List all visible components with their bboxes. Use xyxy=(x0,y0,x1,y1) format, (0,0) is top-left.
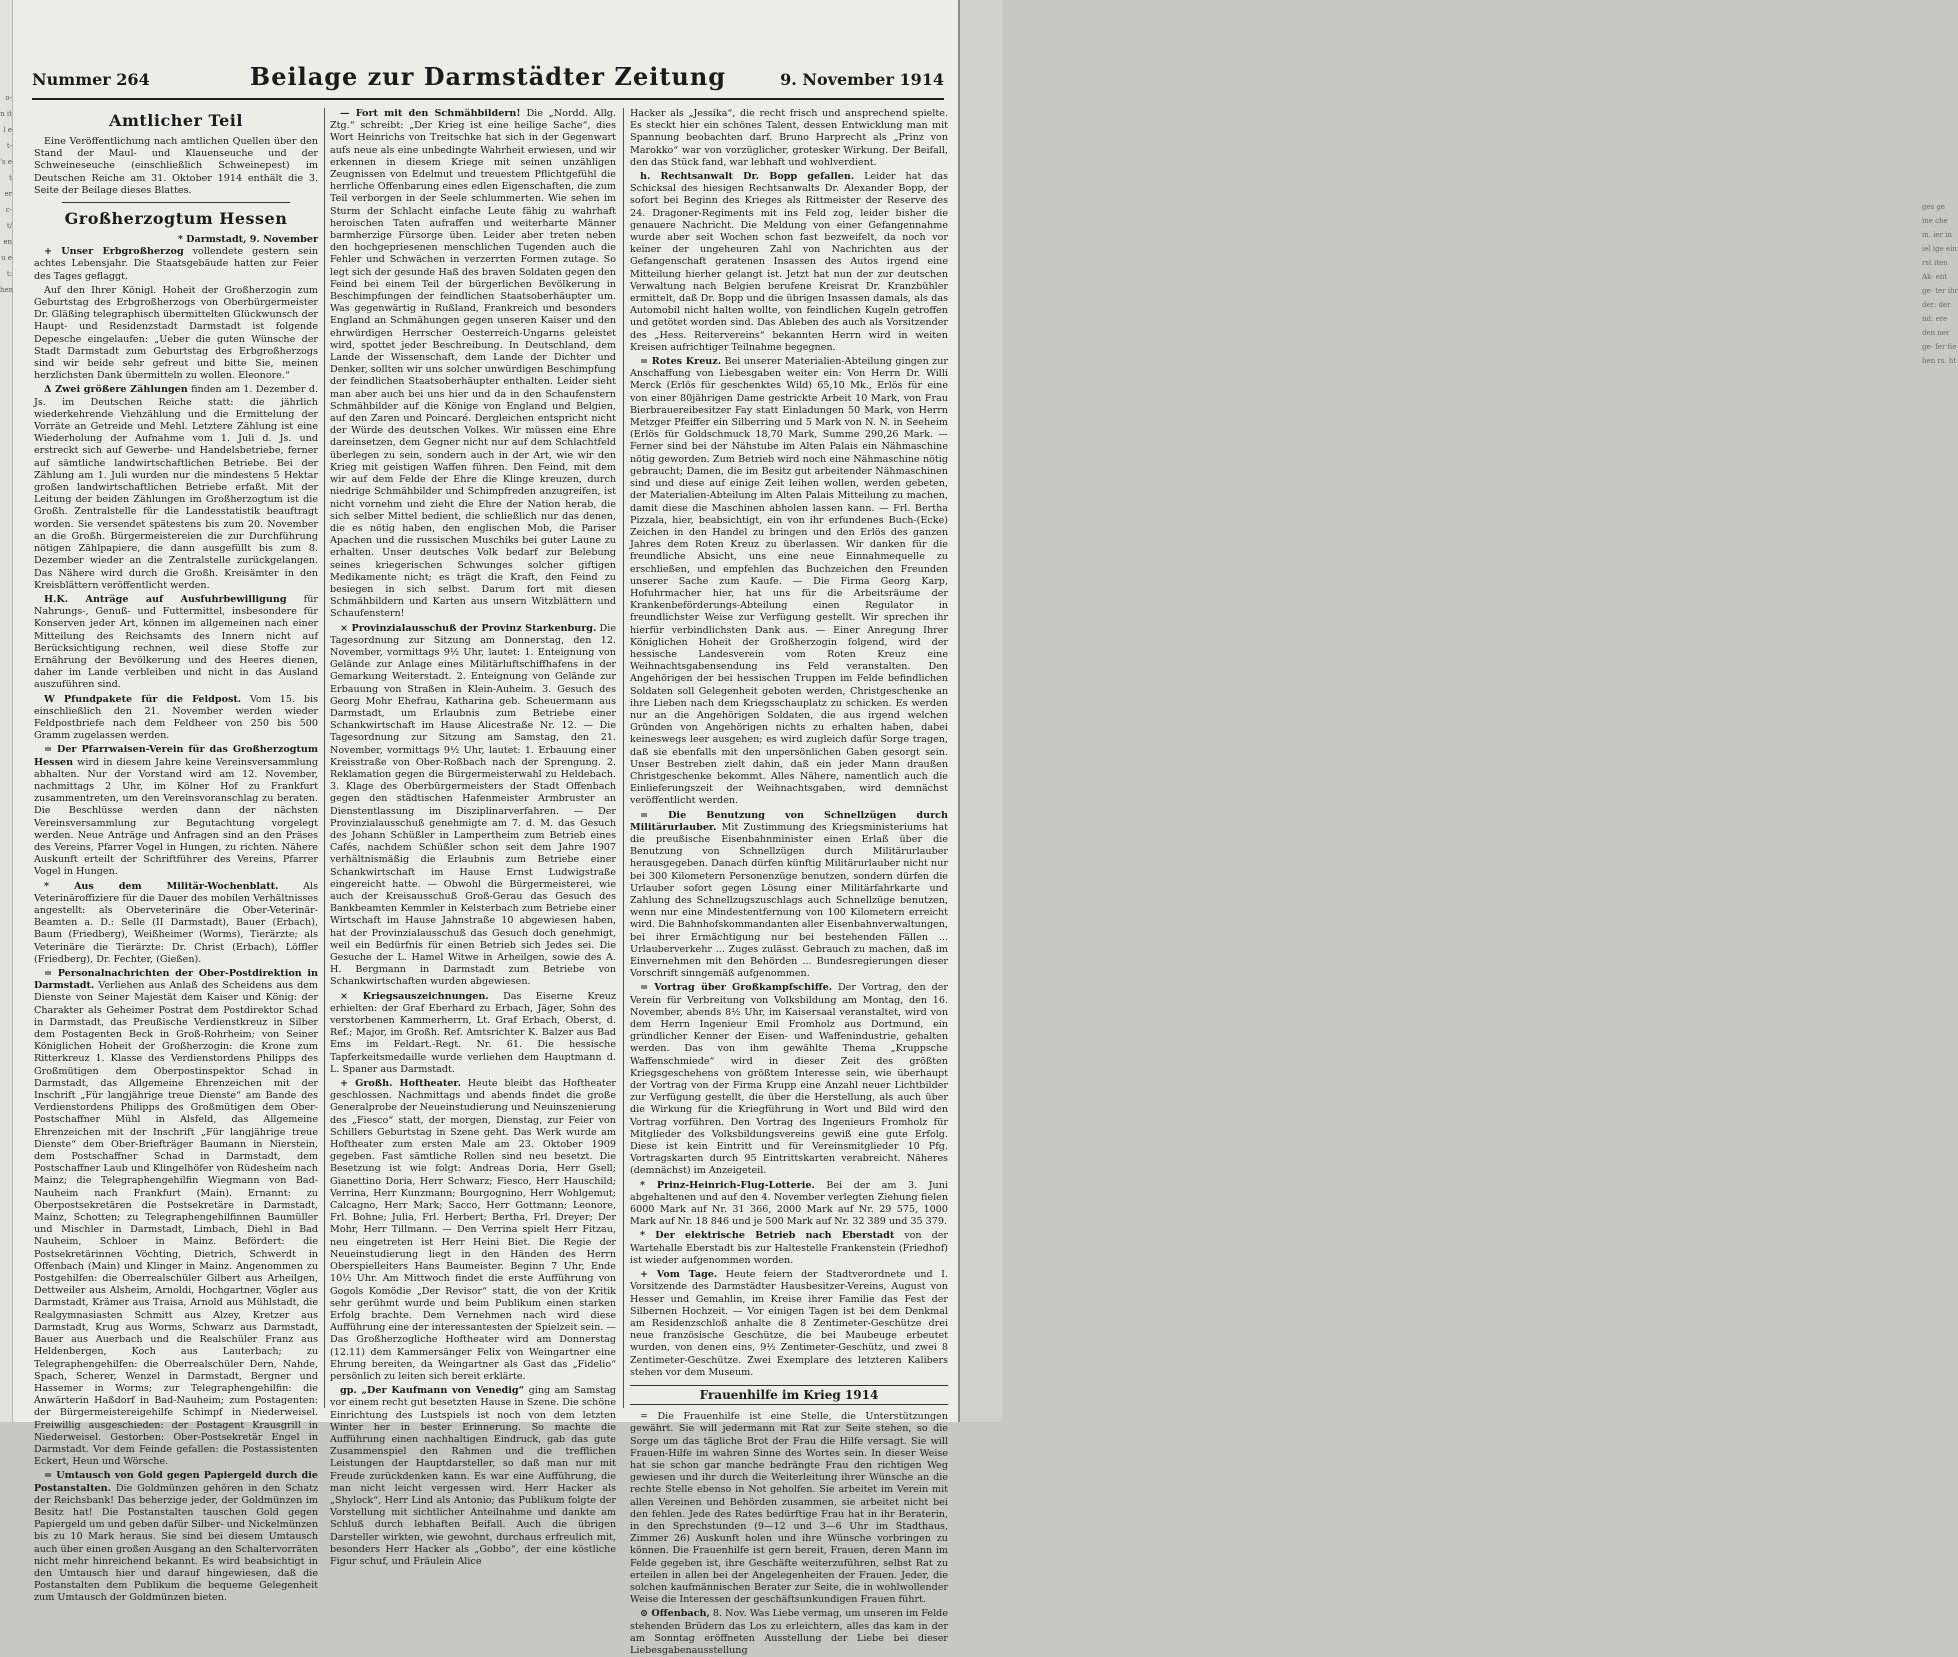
article-lead: + Großh. Hoftheater. xyxy=(340,1078,461,1090)
article-lead: — Fort mit den Schmähbildern! xyxy=(340,108,521,119)
article-lead: × Kriegsauszeichnungen. xyxy=(340,990,489,1002)
article-schmaehbilder xyxy=(330,108,616,621)
article-body: Das Eiserne Kreuz erhielten: der Graf Eberhard zu Erbach, Jäger, Sohn des verstorbenen Kammerherrn, Lt. Graf Erbach, Oberst, d. Ref.; Major, im Großh. Ref. Amtsrichter K. Balzer aus Bad Ems im Feldart.-Regt. Nr. 61. Die hessische Tapferkeitsmedaille wurde verliehen dem Hauptmann d. L. Spaner aus Darmstadt. xyxy=(330,990,616,1075)
article-offenbach xyxy=(630,1608,948,1657)
issue-date: 9. November 1914 xyxy=(780,70,944,89)
article-personal xyxy=(34,968,318,1468)
article-body: Heute bleibt das Hoftheater geschlossen. Nachmittags und abends findet die große Generalprobe der Neueinstudierung und Neuinszenierung des „Fiesco“ statt, der morgen, Dienstag, zur Feier von Schillers Geburtstag in Szene geht. Das Werk wurde am Hoftheater zum ersten Male am 23. Oktober 1909 gegeben. Fast sämtliche Rollen sind neu besetzt. Die Besetzung ist wie folgt: Andreas Doria, Herr Gsell; Gianettino Doria, Herr Schwarz; Fiesco, Herr Hauschild; Verrina, Herr Kunzmann; Bourgognino, Herr Wohlgemut; Calcagno, Herr Mark; Sacco, Herr Gottmann; Leonore, Frl. Bohne; Julia, Frl. Herbert; Bertha, Frl. Dreyer; Der Mohr, Herr Tillmann. — Den Verrina spielt Herr Fitzau, neu eingetreten ist Herr Heini Biet. Die Regie der Neueinstudierung liegt in den Händen des Herrn Oberspielleiters Hans Baumeister. Beginn 7 Uhr, Ende 10½ Uhr. Am Mittwoch findet die erste Aufführung von Gogols Komödie „Der Revisor“ statt, die von der Kritik sehr gerühmt wurde und beim Publikum einen starken Erfolg brachte. Dem Vernehmen nach wird diese Aufführung eine der interessantesten der Spielzeit sein. — Das Großherzogliche Hoftheater wird am Donnerstag (12.11) dem Kammersänger Felix von Weingartner eine Ehrung bereiten, da Weingartner als Gast das „Fidelio“ persönlich zu leiten sich bereit erklärte. xyxy=(330,1078,617,1382)
article-lead: = Umtausch von Gold gegen Papiergeld durch die Postanstalten. xyxy=(34,1470,318,1494)
right-page-edge xyxy=(958,0,1958,1422)
article-body: Leider hat das Schicksal des hiesigen Rechtsanwalts Dr. Alexander Bopp, der sofort bei Beginn des Krieges als Rittmeister der Reserve des 24. Dragoner-Regiments mit ins Feld zog, leider bisher die genauere Nachricht. Die Meldung von einer Gefangennahme wurde aber seit Wochen schon fast bezweifelt, da noch vor keiner der ungeheuren Zahl von Nachrichten aus der Gefangenschaft geratenen Insassen des Autos irgend eine Mitteilung hierher gelangt ist. Jetzt hat nun der zur deutschen Verwaltung nach Belgien berufene Kreisrat Dr. Kranzbühler ermittelt, daß Dr. Bopp und die übrigen Insassen damals, als das Automobil nicht halten wollte, von feindlichen Kugeln getroffen und getötet worden sind. Das Ableben des auch als Vorsitzender des „Hess. Reitervereins“ bekannten Herrn wird in weiten Kreisen aufrichtiger Teilnahme begegnen. xyxy=(630,171,948,353)
section-heading-frauenhilfe: Frauenhilfe im Krieg 1914 xyxy=(630,1385,948,1405)
section-heading-grossherzogtum: Großherzogtum Hessen xyxy=(64,209,288,229)
article-feldpost xyxy=(34,694,318,743)
article-lead: gp. „Der Kaufmann von Venedig“ xyxy=(340,1385,525,1397)
article-provinzialausschuss xyxy=(330,623,616,989)
article-body: Die Goldmünzen gehören in den Schatz der Reichsbank! Das beherzige jeder, der Goldmünzen im Besitz hat! Die Postanstalten tauschen Gold gegen Papiergeld um und geben dafür Silber- und Nickelmünzen bis zu 10 Mark heraus. Sie sind bei diesem Umtausch auch über einen großen Ausgang an den Schaltervorräten nicht mehr hinreichend bekannt. Es wird beabsichtigt in den Umtausch hier und darauf hingewiesen, daß die Postanstalten dem Publikum die bequeme Gelegenheit zum Umtausch der Goldmünzen bieten. xyxy=(34,1482,318,1604)
column-rule-1 xyxy=(324,108,325,1408)
article-lead: h. Rechtsanwalt Dr. Bopp gefallen. xyxy=(640,171,855,183)
section-heading-amtlicher-teil: Amtlicher Teil xyxy=(109,111,243,130)
article-zaehlungen xyxy=(34,384,318,591)
article-rotes-kreuz xyxy=(630,356,948,808)
article-vortrag xyxy=(630,982,948,1177)
article-body: ging am Samstag vor einem recht gut besetzten Hause in Szene. Die schöne Einrichtung des Lustspiels ist noch von dem letzten Winter her in bester Erinnerung. So machte die Aufführung einen nachhaltigen Eindruck, gab das gute Zusammenspiel den Rahmen und die trefflichen Leistungen der Hauptdarsteller, so daß man nur mit Freude zurückdenken kann. Es war eine Aufführung, die man nicht leicht vergessen wird. Herr Hacker als „Shylock“, Herr Lind als Antonio; das Publikum folgte der Vorstellung mit sichtlicher Anteilnahme und dankte am Schluß durch lebhaften Beifall. Auch die übrigen Darsteller wirkten, wie gewohnt, durchaus erfreulich mit, besonders Herr Hacker als „Gobbo“, der eine köstliche Figur schuf, und Fräulein Alice xyxy=(330,1385,616,1567)
article-body: Heute feiern der Stadtverordnete und I. Vorsitzende des Darmstädter Hausbesitzer-Vereins, August von Hesser und Gemahlin, im Kreise ihrer Familie das Fest der Silbernen Hochzeit. — Vor einigen Tagen ist bei dem Denkmal am Residenzschloß anhalte die 8 Zentimeter-Geschütze drei neue französische Geschütze, die bei Maubeuge erbeutet wurden, von denen eins, 9½ Zentimeter-Geschütz, und zwei 8 Zentimeter-Geschütze. Zwei Exemplare des letzteren Kalibers stehen vor dem Museum. xyxy=(630,1269,948,1378)
article-lead: + Unser Erbgroßherzog xyxy=(44,246,184,258)
issue-number: Nummer 264 xyxy=(32,70,150,89)
article-ausfuhr xyxy=(34,594,318,692)
article-lead: = Rotes Kreuz. xyxy=(640,356,722,368)
article-lead: = Personalnachrichten der Ober-Postdirektion in Darmstadt. xyxy=(34,968,318,992)
article-body: Verliehen aus Anlaß des Scheidens aus dem Dienste von Seiner Majestät dem Kaiser und König: der Charakter als Geheimer Postrat dem Postdirektor Schad in Darmstadt, das Preußische Verdienstkreuz in Silber dem Postagenten Beck in Groß-Rohrheim; von Seiner Königlichen Hoheit der Großherzogin: die Krone zum Ritterkreuz 1. Klasse des Verdienstordens Philipps des Großmütigen dem Oberpostinspektor Schad in Darmstadt, das Allgemeine Ehrenzeichen mit der Inschrift „Für langjährige treue Dienste“ am Bande des Verdienstordens Philipps des Großmütigen dem Ober-Postschaffner Mühl in Alsfeld, das Allgemeine Ehrenzeichen mit der Inschrift „Für langjährige treue Dienste“ dem Ober-Briefträger Baumann in Nierstein, dem Postschaffner Schad in Darmstadt, dem Postschaffner Laub und Klingelhöfer von Rüdesheim nach Mainz; die Telegraphengehilfin Wiegmann von Bad-Nauheim nach Frankfurt (Main). Ernannt: zu Oberpostsekretären die Postsekretäre in Darmstadt, Mainz, Schotten; zu Telegraphengehilfinnen Baumüller und Mischler in Darmstadt, Limbach, Diehl in Bad Nauheim, Schloer in Mainz. Befördert: die Postsekretärinnen Vöchting, Dietrich, Schwerdt in Offenbach (Main) und Klinger in Mainz. Angenommen zu Postgehilfen: die Oberrealschüler Gilbert aus Arheilgen, Dettweiler aus Alsheim, Arnoldi, Hochgartner, Vögler aus Darmstadt, Krämer aus Traisa, Arnold aus Mühlstadt, die Realgymnasiasten Schmitt aus Alzey, Kretzer aus Darmstadt, Krug aus Worms, Schwarz aus Darmstadt, Bauer aus Auerbach und die Realschüler Franz aus Heldenbergen, Koch aus Lauterbach; zu Telegraphengehilfen: die Oberrealschüler Dern, Nahde, Spach, Scherer, Wenzel in Darmstadt, Bergner und Hassemer in Worms; zur Telegraphengehilfin: die Anwärterin Haßdorf in Bad-Nauheim; zum Postagenten: der Bürgermeistereigehilfe Schimpf in Niederweisel. Freiwillig ausgeschieden: der Postagent Krausgrill in Niederweisel. Gestorben: Ober-Postsekretär Engel in Darmstadt. Vor dem Feinde gefallen: die Postassistenten Eckert, Heun und Wörsche. xyxy=(34,980,318,1468)
article-lead: ⊙ Offenbach, xyxy=(640,1608,710,1620)
article-body: Vom 15. bis einschließlich den 21. November werden wieder Feldpostbriefe nach dem Feldheer von 250 bis 500 Gramm zugelassen werden. xyxy=(34,693,318,742)
article-kaufmann xyxy=(330,1385,616,1568)
left-page-edge xyxy=(0,0,13,1422)
article-hoftheater xyxy=(330,1078,616,1383)
article-body: Mit Zustimmung des Kriegsministeriums hat die preußische Eisenbahnminister einen Erlaß über die Benutzung von Schnellzügen durch Militärurlauber herausgegeben. Danach dürfen künftig Militärurlauber nicht nur bei 300 Kilometern Personenzüge benutzen, sondern dürfen die Urlauber sofort gegen Lösung einer Militärfahrkarte und Zahlung des Schnellzugszuschlags auch Schnellzüge benutzen, wenn nur eine Mindestentfernung von 100 Kilometern erreicht wird. Die Bahnhofskommandanten aller Eisenbahnverwaltungen, bei ihrer Ermächtigung nur bei bestehenden Fällen ... Urlauberverkehr ... Zuges zulässt. Gebrauch zu machen, daß im Einvernehmen mit den Behörden ... Bundesregierungen dieser Vorschrift sinngemäß aufgenommen. xyxy=(630,821,948,980)
article-body: Bei unserer Materialien-Abteilung gingen zur Anschaffung von Liebesgaben weiter ein: Von Herrn Dr. Willi Merck (Erlös für geschenktes Wild) 65,10 Mk., Erlös für eine von einer 80jährigen Dame gestrickte Arbeit 10 Mark, von Frau Bierbrauereibesitzer Fay statt Einladungen 50 Mark, von Herrn Metzger Pfeiffer ein Silberring und 5 Mark von N. N. in Seeheim (Erlös für Goldschmuck 18,70 Mark, Summe 290,26 Mark. — Ferner sind bei der Nähstube im Alten Palais ein Nähmaschine nötig geworden. Zum Betrieb wird noch eine Nähmaschine nötig gebraucht; Damen, die im Besitz gut arbeitender Nähmaschinen sind und diese auf einige Zeit leihen wollen, werden gebeten, der Materialien-Abteilung im Alten Palais Mitteilung zu machen, damit diese die Maschinen abholen lassen kann. — Frl. Bertha Pizzala, hier, beabsichtigt, ein von ihr erfundenes Buch-(Ecke) Zeichen in den Handel zu bringen und den Erlös des ganzen Jahres dem Roten Kreuz zu überlassen. Wir danken für die freundliche Absicht, uns eine neue Einnahmequelle zu erschließen, und empfehlen das Buchzeichen den Freunden unserer Sache zum Kaufe. — Die Firma Georg Karp, Hofuhrmacher hier, hat uns für die Arbeitsräume der Krankenbeförderungs-Abteilung einen Regulator in freundlichster Weise zur Verfügung gestellt. Wir sprechen ihr hierfür verbindlichsten Dank aus. — Einer Anregung Ihrer Königlichen Hoheit der Großherzogin folgend, wird der hessische Landesverein vom Roten Kreuz eine Weihnachtsgabensendung ins Feld veranstalten. Den Angehörigen der bei hessischen Truppen im Felde befindlichen Soldaten soll Gelegenheit geboten werden, Christgeschenke an ihre Lieben nach dem Kriegsschauplatz zu schicken. Es werden nur an die Angehörigen Soldaten, die aus irgend welchen Gründen von Angehörigen nichts zu erhalten haben, dabei keineswegs leer ausgehen; es wird zugleich dafür Sorge tragen, daß sie ebenfalls mit den unpersönlichen Gaben gesorgt sein. Unser Bestreben zielt dahin, daß ein jeder Mann draußen Christgeschenke bekommt. Alles Nähere, namentlich auch die Einlieferungszeit der Weihnachtsgaben, wird demnächst veröffentlicht werden. xyxy=(630,356,949,807)
article-frauenhilfe: = Die Frauenhilfe ist eine Stelle, die Unterstützungen gewährt. Sie will jedermann mit Rat zur Seite stehen, so die Sorge um das tägliche Brot der Frau die Hilfe versagt. Sie will Frauen-Hilfe im wahren Sinne des Wortes sein. In dieser Weise hat sie schon gar manche bedrängte Frau den richtigen Weg gewiesen und ihr durch die Weiterleitung ihrer Wünsche an die rechte Stelle ebenso in Not geholfen. Sie arbeitet im Verein mit allen Vereinen und Behörden zusammen, sie arbeitet nicht bei den fehlen. Jede des Rates bedürftige Frau hat in ihr Beraterin, in den Sprechstunden (9—12 und 3—6 Uhr im Stadthaus, Zimmer 26) Auskunft holen und ihre Wünsche vorbringen zu können. Die Frauenhilfe ist gern bereit, Frauen, deren Mann im Felde gegeben ist, ihre Geschäfte weiterzuführen, selbst Rat zu erteilen in allen bei der Angelegenheiten der Frauen. Jeder, die solchen kaufmännischen Berater zur Seite, die in wohlwollender Weise die Interessen der geschäftsunkundigen Frauen führt. xyxy=(630,1411,948,1606)
left-clipped-text: o- n it l e t- 's e t er c- t/ en u e t: hen xyxy=(0,94,14,294)
article-body: für Nahrungs-, Genuß- und Futtermittel, insbesondere für Konserven jeder Art, können im allgemeinen nach einer Mitteilung des Reichsamts des Innern nicht auf Berücksichtigung rechnen, weil diese Stoffe zur Ernährung der Bevölkerung und des Heeres dienen, daher im Lande verbleiben und nicht in das Ausland auszuführen sind. xyxy=(34,593,318,691)
article-body: Als Veterinäroffiziere für die Dauer des mobilen Verhältnisses angestellt: als Oberveterinäre die Ober-Veterinär-Beamten a. D.: Selle (II Darmstadt), Bauer (Erbach), Baum (Friedberg), Weißheimer (Worms), Tierärzte; als Veterinäre die Tierärzte: Dr. Christ (Erbach), Löffler (Friedberg), Dr. Fechter, (Gießen). xyxy=(34,880,318,965)
article-vom-tage xyxy=(630,1269,948,1379)
article-erbgrossherzog xyxy=(34,246,318,283)
article-lead: * Prinz-Heinrich-Flug-Lotterie. xyxy=(640,1179,815,1191)
article-lead: * Der elektrische Betrieb nach Eberstadt xyxy=(640,1230,895,1242)
article-militaer xyxy=(34,881,318,966)
article-lead: Δ Zwei größere Zählungen xyxy=(44,384,188,396)
dateline: * Darmstadt, 9. November xyxy=(177,234,318,246)
article-paragraph: Hacker als „Jessika“, die recht frisch und ansprechend spielte. Es steckt hier ein schönes Talent, dessen Entwicklung man mit Spannung beobachten darf. Bruno Harprecht als „Prinz von Marokko“ war von vorzüglicher, grotesker Wirkung. Der Beifall, den das Stück fand, war lebhaft und wohlverdient. xyxy=(630,108,948,168)
article-body: Die „Nordd. Allg. Ztg.“ schreibt: „Der Krieg ist eine heilige Sache“, dies Wort Heinrichs von Treitschke hat sich in der Gegenwart aufs neue als eine unbedingte Wahrheit erwiesen, und wir erkennen in diesem Kriege mit seinen unzähligen Zeugnissen von Edelmut und treuestem Pflichtgefühl die herrliche Offenbarung eines edlen Eigenschaften, die zum Teil verborgen in der Seele schlummerten. Wie sehen im Sturm der Schlacht einfache Leute fähig zu wahrhaft heroischen Taten aufraffen und weiterharte Männer barmherzige Fürsorge üben. Leider aber treten neben den hochgepriesenen menschlichen Tugenden auch die Fehler und Schwächen in verzerrten Formen zutage. So legt sich der gesunde Haß des braven Soldaten gegen den Feind bei einem Teil der bürgerlichen Bevölkerung in Beschimpfungen der feindlichen Staatsoberhäupter um. Was gegenwärtig in Rußland, Frankreich und besonders England an Schmähungen gegen unseren Kaiser und den ehrwürdigen Herrscher Oesterreich-Ungarns geleistet wird, spottet jeder Beschreibung. In Deutschland, dem Lande der Wissenschaft, dem Lande der Dichter und Denker, sollten wir uns solcher unwürdigen Beschimpfung der feindlichen Staatsoberhäupter enthalten. Leider sieht man aber auch bei uns hier und da in den Schaufenstern Schmähbilder auf die Könige von England und Belgien, auf den Zaren und Poincaré. Dergleichen entspricht nicht der Würde des deutschen Volkes. Wir müssen eine Ehre dareinsetzen, dem Gegner nicht nur auf dem Schlachtfeld überlegen zu sein, sondern auch in der Art, wie wir den Krieg mit geistigen Waffen führen. Den Feind, mit dem wir auf dem Felde der Ehre die Klinge kreuzen, durch niedrige Schmähbilder und Schimpfreden anzugreifen, ist nicht vornehm und zieht die Ehre der Nation herab, die sich selber Mittel bedient, die schließlich nur das denen, die es nötig haben, den englischen Mob, die Pariser Apachen und die russischen Muschiks bei guter Laune zu erhalten. Unser deutsches Volk bedarf zur Belebung seines kriegerischen Schwunges solcher giftigen Medikamente nicht; es trägt die Kraft, den Feind zu besiegen in sich selbst. Darum fort mit diesen Schmähbildern und Karten aus unsern Witzblättern und Schaufenstern! xyxy=(330,108,617,620)
column-2 xyxy=(330,108,617,1567)
article-body: wird in diesem Jahre keine Vereinsversammlung abhalten. Nur der Vorstand wird am 12. November, nachmittags 2 Uhr, im Kölner Hof zu Frankfurt zusammentreten, um den Vereinsvoranschlag zu beraten. Die Beschlüsse werden dann der nächsten Vereinsversammlung zur Begutachtung vorgelegt werden. Neue Anträge und Anfragen sind an den Präses des Vereins, Pfarrer Vogel in Hungen, zu richten. Nähere Auskunft erteilt der Schriftführer des Vereins, Pfarrer Vogel in Hungen. xyxy=(34,756,318,878)
article-lead: = Vortrag über Großkampfschiffe. xyxy=(640,982,833,994)
article-lead: H.K. Anträge auf Ausfuhrbewilligung xyxy=(44,593,287,605)
article-gold xyxy=(34,1470,318,1604)
article-kriegsauszeichnungen xyxy=(330,991,616,1076)
article-body: 8. Nov. Was Liebe vermag, um unseren im Felde stehenden Brüdern das Los zu erleichtern, alles das kam in der am Sonntag eröffneten Ausstellung der Liebe bei dieser Liebesgabenausstellung xyxy=(630,1608,949,1656)
separator xyxy=(62,202,289,203)
column-3 xyxy=(630,108,949,1656)
article-paragraph: Auf den Ihrer Königl. Hoheit der Großherzogin zum Geburtstag des Erbgroßherzogs von Oberbürgermeister Dr. Gläßing telegraphisch übermittelten Glückwunsch der Haupt- und Residenzstadt Darmstadt ist folgende Depesche eingelaufen: „Ueber die guten Wünsche der Stadt Darmstadt zum Geburtstag des Erbgroßherzogs sind wir beide sehr gefreut und bitte Sie, meinen herzlichsten Dank übermitteln zu wollen. Eleonore.“ xyxy=(34,284,318,382)
article-lead: W Pfundpakete für die Feldpost. xyxy=(44,693,242,705)
article-lead: * Aus dem Militär-Wochenblatt. xyxy=(44,880,279,892)
article-body: Die Tagesordnung zur Sitzung am Donnerstag, den 12. November, vormittags 9½ Uhr, lautet: 1. Enteignung von Gelände zur Anlage eines Militärluftschiffhafens in der Gemarkung Weiterstadt. 2. Enteignung von Gelände zur Erbauung von Straßen in Klein-Auheim. 3. Gesuch des Georg Mohr Ehefrau, Katharina geb. Scheuermann aus Darmstadt, um Erlaubnis zum Betriebe einer Schankwirtschaft im Hause Alicestraße Nr. 12. — Die Tagesordnung zur Sitzung am Samstag, den 21. November, vormittags 9½ Uhr, lautet: 1. Erbauung einer Kreisstraße von Ober-Roßbach nach der Sprengung. 2. Reklamation gegen die Bürgermeisterwahl zu Heldebach. 3. Klage des Oberbürgermeisters der Stadt Offenbach gegen den städtischen Hafenmeister Armbruster an Dienstentlassung im Disziplinarverfahren. — Der Provinzialausschuß genehmigte am 7. d. M. das Gesuch des Johann Schüßler in Lampertheim zum Betrieb eines Cafés, nachdem Schüßler schon seit dem Jahre 1907 verhältnismäßig die Erlaubnis zum Betriebe einer Schankwirtschaft im Hause Ernst Ludwigstraße eingereicht hatte. — Obwohl die Bürgermeisterei, wie auch der Kreisausschuß Groß-Gerau das Gesuch des Bankbeamten Kemmler in Kelsterbach zum Betriebe einer Wirtschaft im Hause Jahnstraße 10 abgewiesen haben, hat der Provinzialausschuß das Gesuch doch genehmigt, weil ein Bedürfnis für einen Betrieb sich Jedes sei. Die Gesuche der L. Hamel Witwe in Arheilgen, sowie des A. H. Bergmann in Darmstadt zum Betriebe von Schankwirtschaften wurden abgewiesen. xyxy=(330,622,616,988)
article-bopp xyxy=(630,171,948,354)
article-body: von der Wartehalle Eberstadt bis zur Haltestelle Frankenstein (Friedhof) ist wieder aufgenommen worden. xyxy=(630,1230,948,1266)
article-body: finden am 1. Dezember d. Js. im Deutschen Reiche statt: die jährlich wiederkehrende Viehzählung und die Ermittelung der Vorräte an Getreide und Mehl. Letztere Zählung ist eine Wiederholung der Aufnahme vom 1. Juli d. Js. und erstreckt sich auf Gewerbe- und Handelsbetriebe, ferner auf sämtliche landwirtschaftlichen Betriebe. Bei der Zählung am 1. Juli wurden nur die mindestens 5 Hektar großen landwirtschaftlichen Betriebe erfaßt. Mit der Leitung der beiden Zählungen im Großherzogtum ist die Großh. Zentralstelle für die Landesstatistik beauftragt worden. Sie versendet spätestens bis zum 20. November an die Großh. Bürgermeistereien die zur Durchführung nötigen Zählpapiere, die dann ausgefüllt bis zum 8. Dezember wieder an die Zentralstelle zurückgelangen. Das Nähere wird durch die Großh. Kreisämter in den Kreisblättern veröffentlicht werden. xyxy=(34,384,319,591)
article-pfarrwaisen xyxy=(34,744,318,878)
article-body: Der Vortrag, den der Verein für Verbreitung von Volksbildung am Montag, den 16. November, abends 8½ Uhr, im Kaisersaal veranstaltet, wird von dem Herrn Ingenieur Emil Fromholz aus Dortmund, ein gründlicher Kenner der Eisen- und Waffenindustrie, gehalten werden. Das von ihm gewählte Thema „Kruppsche Waffenschmiede“ wird in dieser Zeit des größten Kriegsgeschehens von größtem Interesse sein, wie überhaupt der Vortrag von der Firma Krupp eine Anzahl neuer Lichtbilder zur Verfügung gestellt, die über die Herstellung, als auch über die Wirkung für die Kriegführung in Wort und Bild wird den Vortrag vorführen. Den Vortrag des Ingenieurs Fromholz für Mitglieder des Volksbildungsvereins gewiß eine gute Erfolg. Diese ist kein Eintritt und für Vereinsmitglieder 10 Pfg. Vortragskarten durch 95 Eintrittskarten verabreicht. Näheres (demnächst) im Anzeigeteil. xyxy=(630,982,948,1177)
article-body: vollendete gestern sein achtes Lebensjahr. Die Staatsgebäude hatten zur Feier des Tages geflaggt. xyxy=(34,246,318,282)
article-lead: × Provinzialausschuß der Provinz Starkenburg. xyxy=(340,622,597,634)
article-lead: + Vom Tage. xyxy=(640,1269,718,1281)
article-lead: = Der Pfarrwaisen-Verein für das Großherzogtum Hessen xyxy=(34,744,318,768)
article-paragraph: Eine Veröffentlichung nach amtlichen Quellen über den Stand der Maul- und Klauenseuche und der Schweineseuche (einschließlich Schweinepest) im Deutschen Reiche am 31. Oktober 1914 enthält die 3. Seite der Beilage dieses Blattes. xyxy=(34,136,318,196)
column-1 xyxy=(34,108,319,1604)
article-lotterie xyxy=(630,1180,948,1229)
article-lead: = Die Benutzung von Schnellzügen durch Militärurlauber. xyxy=(630,809,948,833)
article-schnellzuege xyxy=(630,810,948,981)
newspaper-title: Beilage zur Darmstädter Zeitung xyxy=(249,62,727,91)
article-eberstadt xyxy=(630,1230,948,1267)
masthead xyxy=(32,62,944,100)
article-body: Bei der am 3. Juni abgehaltenen und auf den 4. November verlegten Ziehung fielen 6000 Mark auf Nr. 31 366, 2000 Mark auf Nr. 29 575, 1000 Mark auf Nr. 18 846 und je 500 Mark auf Nr. 32 389 und 35 379. xyxy=(630,1179,948,1228)
column-rule-2 xyxy=(623,108,624,1408)
right-clipped-text: ges ge ine che in. ier in iel ige ein rst iten Ak- ent ge- ter ihr der: der nd: ere den ner ge- fer fie hen rs. ht xyxy=(1922,203,1958,365)
